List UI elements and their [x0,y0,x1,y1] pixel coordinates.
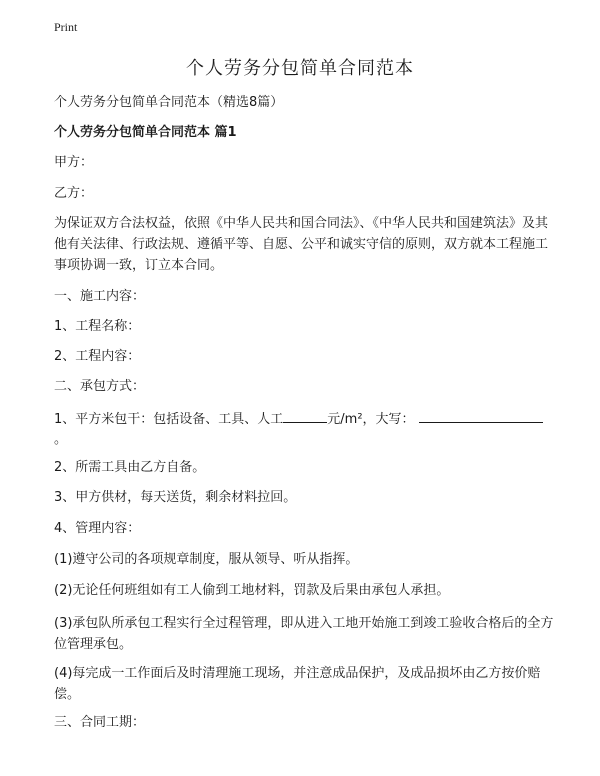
section-heading: 个人劳务分包简单合同范本 篇1 [54,125,237,140]
management-item-2: (2)无论任何班组如有工人偷到工地材料，罚款及后果由承包人承担。 [54,583,450,598]
clause-2-heading: 二、承包方式： [54,379,146,394]
clause-1-heading: 一、施工内容： [54,289,146,304]
tools-line: 2、所需工具由乙方自备。 [54,460,206,475]
preamble-paragraph: 为保证双方合法权益，依照《中华人民共和国合同法》、《中华人民共和国建筑法》及其他有关法律、行政法规、遵循平等、自愿、公平和诚实守信的原则，双方就本工程施工事项协调一致，订立本合同。 [54,216,549,273]
lump-sum-end: 。 [54,432,68,447]
unit-price-blank [283,408,327,423]
lump-sum-prefix: 1、平方米包干：包括设备、工具、人工 [54,412,284,427]
materials-line: 3、甲方供材，每天送货，剩余材料拉回。 [54,490,297,505]
party-a-line: 甲方： [54,155,94,170]
project-content-line: 2、工程内容： [54,349,141,364]
print-label[interactable]: Print [54,20,78,34]
amount-in-words-blank [419,408,543,423]
project-name-line: 1、工程名称： [54,319,141,334]
party-b-line: 乙方： [54,186,94,201]
management-item-1: (1)遵守公司的各项规章制度，服从领导、听从指挥。 [54,552,359,567]
management-item-3: (3)承包队所承包工程实行全过程管理，即从进入工地开始施工到竣工验收合格后的全方位管理承包。 [54,616,554,652]
management-item-4: (4)每完成一工作面后及时清理施工现场，并注意成品保护，及成品损坏由乙方按价赔偿。 [54,666,541,702]
lump-sum-unit: 元/m²，大写： [327,412,415,427]
lump-sum-line [54,408,554,430]
document-title: 个人劳务分包简单合同范本 [186,58,414,79]
management-heading: 4、管理内容： [54,521,141,536]
clause-3-heading: 三、合同工期： [54,715,146,730]
document-subtitle: 个人劳务分包简单合同范本（精选8篇） [54,95,284,110]
